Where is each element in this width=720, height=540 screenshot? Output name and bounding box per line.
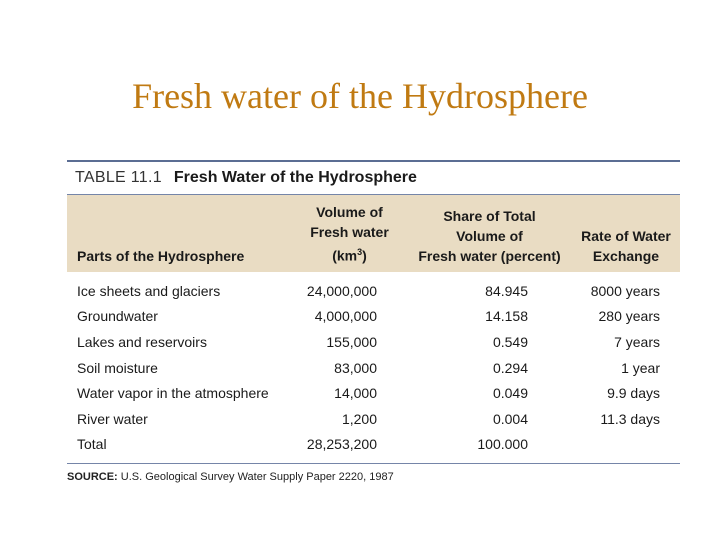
table-row (67, 329, 680, 355)
cell-volume: 1,200 (341, 410, 377, 427)
cell-volume: 28,253,200 (306, 436, 377, 453)
cell-share: 14.158 (485, 308, 528, 325)
header-share: Share of Total Volume of Fresh water (percent) (407, 195, 572, 272)
table-row (67, 380, 680, 406)
cell-rate: 9.9 days (607, 385, 660, 402)
header-rate: Rate of Water Exchange (572, 195, 680, 272)
cell-rate: 11.3 days (600, 410, 660, 427)
table-row (67, 355, 680, 381)
cell-part: Ice sheets and glaciers (77, 282, 221, 299)
cell-share: 100.000 (477, 436, 528, 453)
cell-volume: 4,000,000 (314, 308, 377, 325)
cell-share: 0.549 (492, 334, 528, 351)
source-text: U.S. Geological Survey Water Supply Paper 2220, 1987 (120, 471, 394, 484)
cell-part: Groundwater (77, 308, 158, 325)
table-row (67, 272, 680, 304)
cell-rate: 8000 years (590, 282, 660, 299)
slide-title: Fresh water of the Hydrosphere (132, 76, 588, 116)
cell-share: 0.294 (492, 359, 528, 376)
cell-volume: 24,000,000 (306, 282, 377, 299)
cell-volume: 14,000 (334, 385, 377, 402)
table-caption (67, 162, 680, 194)
table-source-note (67, 471, 680, 483)
cell-part: Lakes and reservoirs (77, 334, 207, 351)
table-title: Fresh Water of the Hydrosphere (173, 169, 417, 186)
fresh-water-table (67, 195, 680, 457)
cell-volume: 155,000 (326, 334, 377, 351)
source-label: SOURCE: (67, 471, 118, 484)
cell-part: Water vapor in the atmosphere (77, 385, 269, 402)
cell-share: 0.049 (492, 385, 528, 402)
cell-part: Soil moisture (77, 359, 158, 376)
header-volume: Volume of Fresh water $(km^3)$ (292, 195, 407, 272)
cell-part: Total (77, 436, 107, 453)
cell-rate: 7 years (614, 334, 660, 351)
table-number: TABLE 11.1 (75, 169, 162, 186)
header-parts: Parts of the Hydrosphere (67, 195, 292, 272)
table-header-row (67, 195, 680, 272)
data-table-container (67, 160, 680, 483)
cell-part: River water (77, 410, 148, 427)
table-row (67, 406, 680, 432)
cell-rate: 280 years (598, 308, 660, 325)
cell-share: 84.945 (485, 282, 528, 299)
cell-share: 0.004 (492, 410, 528, 427)
cell-rate: 1 year (621, 359, 660, 376)
table-row-total (67, 432, 680, 458)
table-row (67, 304, 680, 330)
cell-volume: 83,000 (334, 359, 377, 376)
cell-rate (572, 432, 680, 458)
table-bottom-rule (67, 463, 680, 464)
